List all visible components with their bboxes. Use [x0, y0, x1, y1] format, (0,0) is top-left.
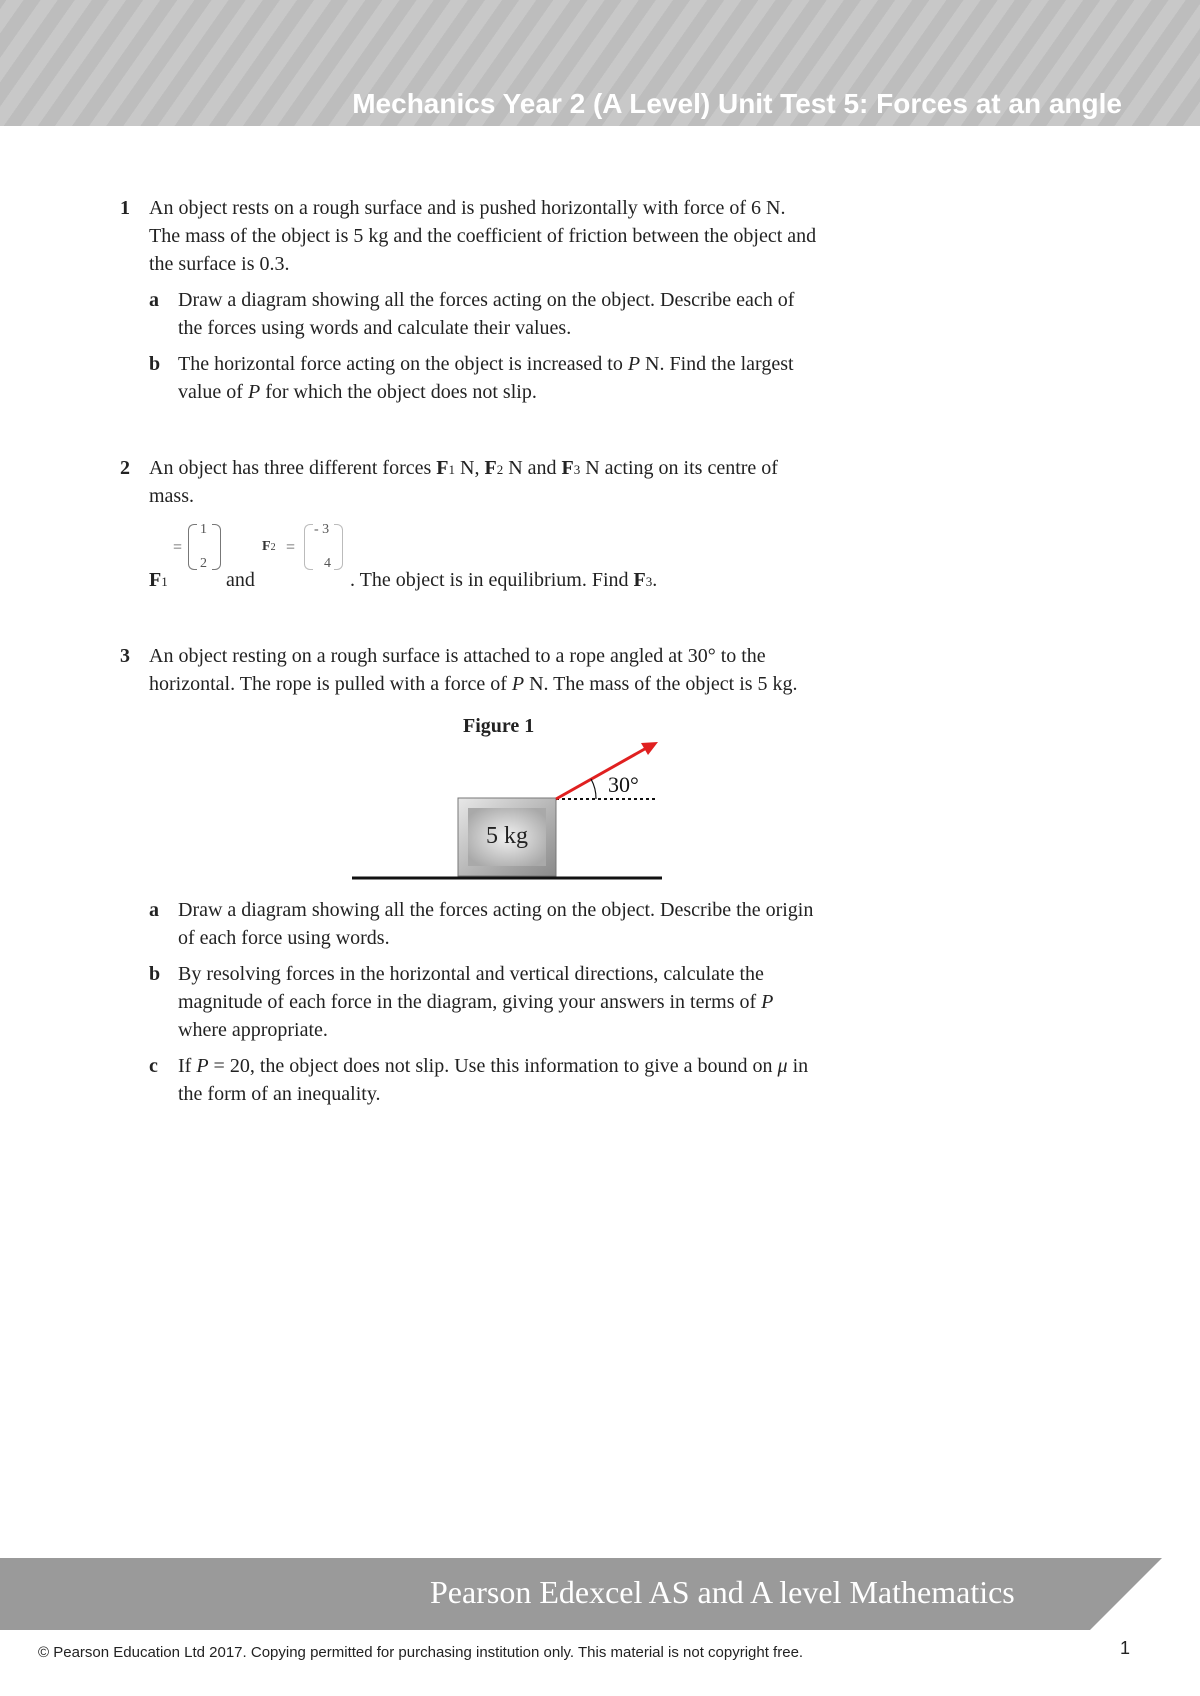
- vector-2-bottom: 4: [324, 556, 331, 571]
- part-text-line: magnitude of each force in the diagram, giving your answers in terms of P: [178, 991, 774, 1013]
- f2-symbol: F2: [262, 539, 276, 554]
- part-text-line: Draw a diagram showing all the forces acting on the object. Describe the origin: [178, 899, 814, 921]
- part-text-line: The horizontal force acting on the object is increased to P N. Find the largest: [178, 353, 794, 375]
- equals-sign: =: [286, 539, 296, 556]
- part-text-line: If P = 20, the object does not slip. Use this information to give a bound on μ in: [178, 1055, 809, 1077]
- question-text-line: An object has three different forces F1 N, F2 N and F3 N acting on its centre of: [149, 457, 778, 479]
- part-letter: b: [149, 963, 161, 985]
- vector-1-bottom: 2: [200, 556, 207, 571]
- part-text-line: the forces using words and calculate their values.: [178, 317, 572, 339]
- angle-arc: [591, 779, 596, 799]
- question-text-line: the surface is 0.3.: [149, 253, 290, 275]
- vector-2-top: - 3: [314, 522, 330, 537]
- part-text-line: the form of an inequality.: [178, 1083, 381, 1105]
- vector-1-top: 1: [200, 522, 207, 537]
- part-letter: b: [149, 353, 161, 375]
- angle-label: 30°: [608, 772, 639, 797]
- page-title: Mechanics Year 2 (A Level) Unit Test 5: Forces at an angle: [352, 88, 1122, 119]
- vector-bracket-right: [334, 524, 343, 570]
- figure-title: Figure 1: [463, 715, 535, 737]
- part-text-line: Draw a diagram showing all the forces acting on the object. Describe each of: [178, 289, 795, 311]
- page-number: 1: [1120, 1638, 1131, 1658]
- question-number: 1: [120, 197, 130, 219]
- part-letter: a: [149, 289, 159, 311]
- part-letter: c: [149, 1055, 158, 1077]
- copyright-notice: © Pearson Education Ltd 2017. Copying permitted for purchasing institution only. This material is not copyright free.: [38, 1644, 804, 1661]
- question-text-line: . The object is in equilibrium. Find F3.: [350, 569, 658, 591]
- part-text-line: of each force using words.: [178, 927, 390, 949]
- part-text-line: By resolving forces in the horizontal and vertical directions, calculate the: [178, 963, 764, 985]
- question-text-line: The mass of the object is 5 kg and the coefficient of friction between the object and: [149, 225, 817, 247]
- page-header: [0, 0, 1200, 126]
- question-text-line: mass.: [149, 485, 194, 507]
- question-text-line: An object rests on a rough surface and is pushed horizontally with force of 6 N.: [149, 197, 786, 219]
- vector-bracket-left: [188, 524, 197, 570]
- vector-bracket-right: [212, 524, 221, 570]
- and-text: and: [226, 569, 255, 591]
- part-letter: a: [149, 899, 159, 921]
- question-number: 2: [120, 457, 130, 479]
- part-text-line: where appropriate.: [178, 1019, 328, 1041]
- question-text-line: horizontal. The rope is pulled with a force of P N. The mass of the object is 5 kg.: [149, 673, 798, 695]
- part-text-line: value of P for which the object does not slip.: [178, 381, 537, 403]
- mass-label: 5 kg: [486, 823, 528, 849]
- question-text-line: An object resting on a rough surface is attached to a rope angled at 30° to the: [149, 645, 766, 667]
- question-number: 3: [120, 645, 130, 667]
- figure-1: [340, 730, 680, 882]
- footer-brand: Pearson Edexcel AS and A level Mathematics: [430, 1574, 1015, 1610]
- f1-symbol: F1: [149, 569, 168, 591]
- vector-bracket-left: [304, 524, 313, 570]
- equals-sign: =: [173, 539, 183, 556]
